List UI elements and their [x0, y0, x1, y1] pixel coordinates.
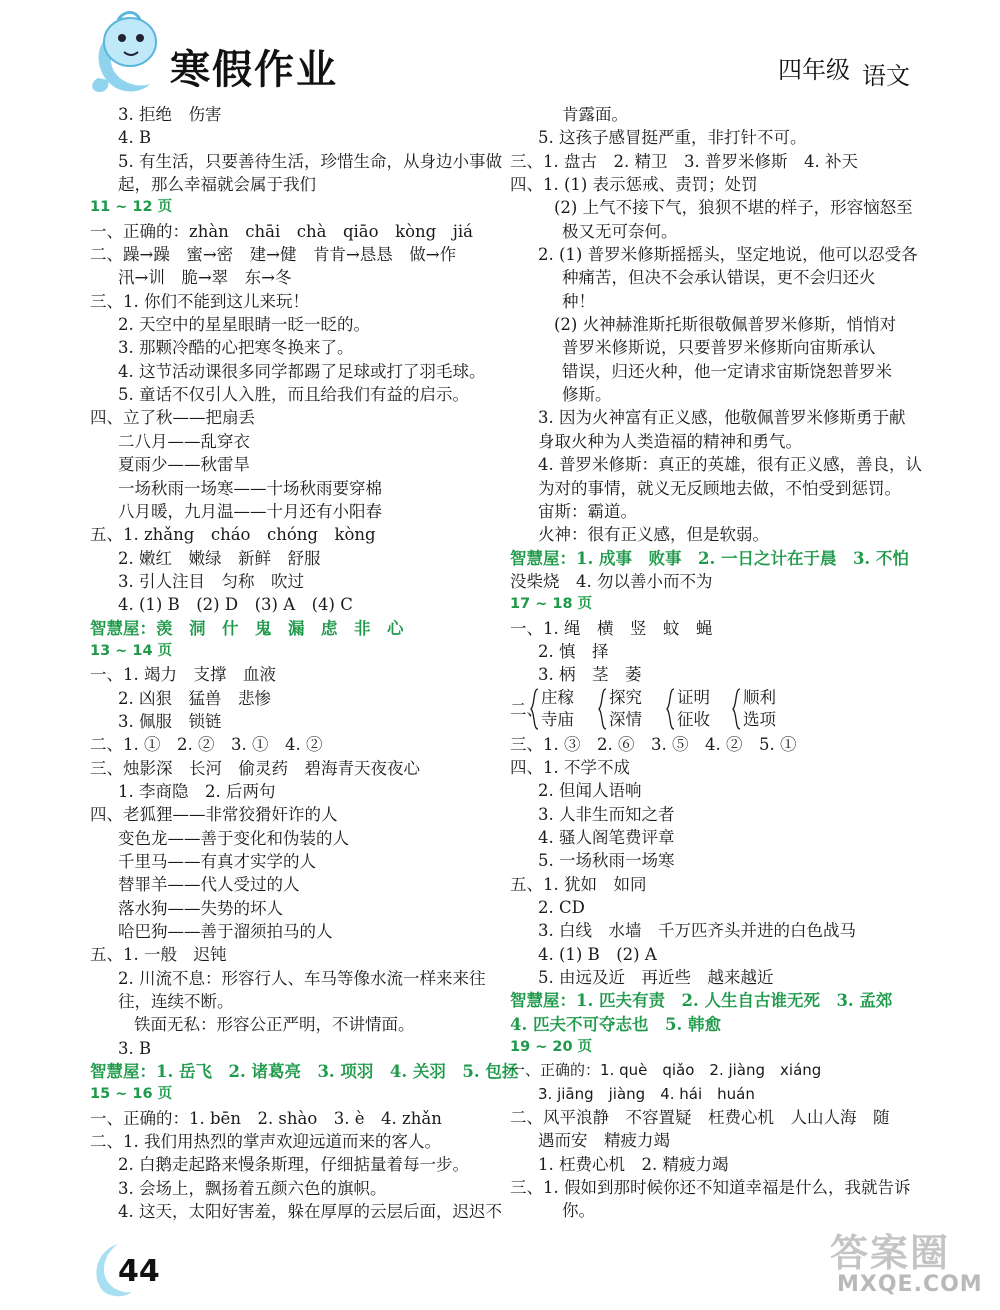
answer-line: 一、正确的：1. què qiǎo 2. jiàng xiáng	[510, 1061, 822, 1080]
answer-line: 三、1. ③ 2. ⑥ 3. ⑤ 4. ② 5. ①	[510, 734, 797, 754]
brace-icon	[666, 687, 675, 731]
answer-line: 种痛苦，但决不会承认错误，更不会归还火	[562, 268, 876, 288]
answer-line: 没柴烧 4. 勿以善小而不为	[510, 571, 713, 591]
section-heading: 11 ~ 12 页	[90, 199, 173, 216]
answer-line: 三、1. 盘古 2. 精卫 3. 普罗米修斯 4. 补天	[510, 151, 858, 171]
brace-word-bottom: 选项	[743, 709, 776, 729]
answer-line: 三、1. 你们不能到这儿来玩！	[90, 291, 309, 311]
answer-line: 落水狗——失势的坏人	[118, 898, 283, 918]
answer-line: 四、1. (1) 表示惩戒、责罚；处罚	[510, 175, 758, 195]
answer-line: 起，那么幸福就会属于我们	[118, 175, 316, 195]
answer-line: 一、正确的：1. bēn 2. shào 3. è 4. zhǎn	[90, 1108, 442, 1128]
answer-line: 3. 引人注目 匀称 吹过	[118, 571, 304, 591]
answer-line: 4. 匹夫不可夺志也 5. 韩愈	[510, 1014, 721, 1034]
answer-line: 4. B	[118, 128, 152, 148]
grade-label: 四年级	[778, 56, 850, 84]
answer-line: 智慧屋：1. 成事 败事 2. 一日之计在于晨 3. 不怕	[510, 548, 909, 568]
workbook-title: 寒假作业	[170, 47, 338, 93]
answer-line: 一、1. 竭力 支撑 血液	[90, 665, 276, 685]
answer-line: 遇而安 精疲力竭	[538, 1131, 670, 1151]
answer-line: 修斯。	[562, 385, 612, 405]
answer-line: 五、1. 犹如 如同	[510, 874, 647, 894]
page-number: 44	[118, 1254, 160, 1289]
answer-line: 4. 这天，太阳好害羞，躲在厚厚的云层后面，迟迟不	[118, 1202, 502, 1222]
answer-line: 3. 佩服 锁链	[118, 711, 222, 731]
answer-line: 二、风平浪静 不容置疑 枉费心机 人山人海 随	[510, 1108, 890, 1128]
answer-line: 肯露面。	[562, 105, 628, 124]
brace-prefix: 二、	[510, 699, 543, 719]
answer-line: 哈巴狗——善于溜须拍马的人	[118, 922, 333, 942]
left-answer-column	[90, 103, 519, 1224]
answer-line: 智慧屋：羡 洞 什 鬼 漏 虑 非 心	[90, 618, 404, 638]
answer-line: 极又无可奈何。	[562, 221, 678, 241]
answer-line: 错误，归还火种，他一定请求宙斯饶恕普罗米	[562, 361, 892, 381]
answer-line: 种！	[562, 291, 595, 311]
section-heading: 13 ~ 14 页	[90, 642, 173, 659]
section-heading: 17 ~ 18 页	[510, 596, 593, 613]
answer-line: 5. 这孩子感冒挺严重，非打针不可。	[538, 128, 807, 148]
answer-line: 2. 慎 择	[538, 641, 609, 661]
answer-line: 2. 但闻人语响	[538, 781, 642, 801]
answer-line: 2. 川流不息：形容行人、车马等像水流一样来来往	[118, 968, 486, 988]
answer-line: 变色龙——善于变化和伪装的人	[118, 828, 349, 848]
answer-line: 4. 普罗米修斯：真正的英雄，很有正义感，善良，认	[538, 455, 922, 475]
answer-line: 铁面无私：形容公正严明，不讲情面。	[134, 1015, 415, 1035]
answer-line: 2. 凶狠 猛兽 悲惨	[118, 688, 271, 708]
answer-line: (2) 上气不接下气，狼狈不堪的样子，形容恼怒至	[554, 198, 913, 218]
right-answer-column	[510, 103, 922, 1223]
brace-word-pairs	[510, 687, 915, 733]
subject-label: 语文	[862, 62, 910, 90]
page-header	[0, 0, 1000, 105]
answer-line: 3. jiāng jiàng 4. hái huán	[538, 1084, 755, 1103]
answer-line: 二八月——乱穿衣	[118, 431, 250, 451]
section-heading: 19 ~ 20 页	[510, 1039, 593, 1056]
answer-line: 二、躁→躁 蜜→密 建→健 肯肯→恳恳 做→作	[90, 245, 457, 265]
brace-word-bottom: 征收	[677, 709, 710, 729]
answer-line: 二、1. 我们用热烈的掌声欢迎远道而来的客人。	[90, 1132, 441, 1152]
answer-line: 2. (1) 普罗米修斯摇摇头，坚定地说，他可以忍受各	[538, 245, 918, 265]
answer-line: 3. 会场上，飘扬着五颜六色的旗帜。	[118, 1178, 387, 1198]
answer-line: 2. CD	[538, 898, 585, 917]
answer-line: 夏雨少——秋雷旱	[118, 455, 250, 475]
answer-line: 替罪羊——代人受过的人	[118, 875, 300, 895]
brace-icon	[732, 687, 741, 731]
answer-line: 1. 李商隐 2. 后两句	[118, 781, 276, 801]
answer-line: 千里马——有真才实学的人	[118, 852, 316, 871]
answer-line: 3. B	[118, 1038, 152, 1058]
answer-line: 2. 天空中的星星眼睛一眨一眨的。	[118, 315, 370, 335]
answer-line: 4. 骚人阁笔费评章	[538, 827, 675, 847]
watermark-logo: 答案圈	[830, 1231, 951, 1275]
brace-word-top: 探究	[609, 687, 642, 707]
watermark-url: MXQE.COM	[837, 1272, 983, 1297]
answer-line: 智慧屋：1. 岳飞 2. 诸葛亮 3. 项羽 4. 关羽 5. 包拯	[90, 1062, 519, 1082]
answer-line: 四、立了秋——把扇丢	[90, 408, 255, 428]
answer-line: 4. 这节活动课很多同学都踢了足球或打了羽毛球。	[118, 361, 486, 381]
answer-line: 八月暖，九月温——十月还有小阳春	[118, 501, 382, 521]
brace-word-top: 庄稼	[541, 687, 574, 707]
brace-icon	[598, 687, 607, 731]
answer-line: 3. 人非生而知之者	[538, 804, 675, 824]
answer-line: 智慧屋：1. 匹夫有责 2. 人生自古谁无死 3. 孟郊	[510, 991, 893, 1011]
answer-line: 三、1. 假如到那时候你还不知道幸福是什么，我就告诉	[510, 1178, 911, 1198]
answer-line: 3. 因为火神富有正义感，他敬佩普罗米修斯勇于献	[538, 408, 906, 428]
answer-line: 往，连续不断。	[118, 992, 234, 1012]
answer-line: 2. 白鹅走起路来慢条斯理，仔细掂量着每一步。	[118, 1155, 469, 1175]
answer-line: 5. 童话不仅引人入胜，而且给我们有益的启示。	[118, 385, 469, 405]
answer-line: 5. 一场秋雨一场寒	[538, 851, 675, 871]
answer-line: 三、烛影深 长河 偷灵药 碧海青天夜夜心	[90, 758, 420, 778]
answer-line: 4. (1) B (2) D (3) A (4) C	[118, 595, 353, 615]
answer-line: 汛→训 脆→翠 东→冬	[118, 268, 292, 288]
answer-line: 1. 枉费心机 2. 精疲力竭	[538, 1154, 729, 1174]
answer-line: 火神：很有正义感，但是软弱。	[538, 525, 769, 545]
answer-line: 3. 柄 茎 萎	[538, 665, 642, 685]
answer-line: 身取火种为人类造福的精神和勇气。	[538, 431, 802, 451]
answer-line: 你。	[562, 1201, 595, 1221]
answer-line: 为对的事情，就义无反顾地去做，不怕受到惩罚。	[538, 478, 901, 498]
answer-line: 五、1. 一般 迟钝	[90, 945, 227, 965]
brace-word-bottom: 寺庙	[541, 709, 574, 729]
answer-line: 3. 白线 水墙 千万匹齐头并进的白色战马	[538, 921, 856, 941]
brace-word-top: 证明	[677, 687, 710, 707]
answer-line: 二、1. ① 2. ② 3. ① 4. ②	[90, 735, 323, 755]
answer-line: (2) 火神赫淮斯托斯很敬佩普罗米修斯，悄悄对	[554, 315, 897, 335]
answer-line: 宙斯：霸道。	[538, 501, 637, 521]
brace-icon	[530, 687, 539, 731]
dolphin-mascot-icon	[88, 8, 168, 96]
answer-line: 四、老狐狸——非常狡猾奸诈的人	[90, 805, 338, 825]
answer-line: 四、1. 不学不成	[510, 757, 630, 777]
brace-word-bottom: 深情	[609, 709, 642, 729]
answer-line: 一、正确的：zhàn chāi chà qiāo kòng jiá	[90, 221, 473, 241]
answer-line: 普罗米修斯说，只要普罗米修斯向宙斯承认	[562, 338, 876, 358]
section-heading: 15 ~ 16 页	[90, 1086, 173, 1103]
answer-line: 5. 由远及近 再近些 越来越近	[538, 968, 774, 988]
answer-line: 五、1. zhǎng cháo chóng kòng	[90, 525, 376, 545]
answer-line: 4. (1) B (2) A	[538, 944, 657, 964]
answer-line: 3. 那颗冷酷的心把寒冬换来了。	[118, 338, 354, 358]
brace-word-top: 顺利	[743, 687, 776, 707]
answer-line: 一、1. 绳 横 竖 蚊 蝇	[510, 618, 713, 638]
answer-line: 5. 有生活，只要善待生活，珍惜生命，从身边小事做	[118, 151, 502, 171]
answer-line: 2. 嫩红 嫩绿 新鲜 舒服	[118, 548, 321, 568]
answer-line: 3. 拒绝 伤害	[118, 105, 222, 124]
answer-line: 一场秋雨一场寒——十场秋雨要穿棉	[118, 478, 382, 498]
